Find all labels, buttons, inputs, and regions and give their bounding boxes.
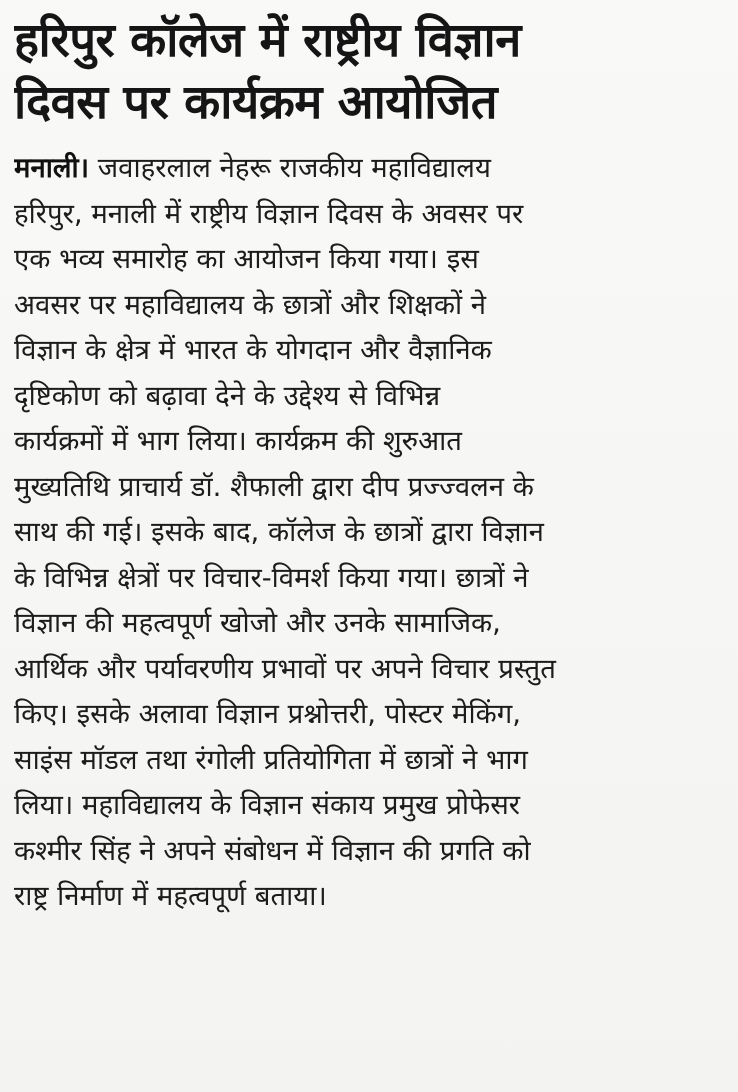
dateline: मनाली। bbox=[14, 152, 90, 184]
body-line: के विभिन्न क्षेत्रों पर विचार-विमर्श किया गया। छात्रों ने bbox=[14, 561, 529, 594]
headline-line-2: दिवस पर कार्यक्रम आयोजित bbox=[14, 75, 498, 130]
body-line: दृष्टिकोण को बढ़ावा देने के उद्देश्य से विभिन्न bbox=[14, 379, 441, 412]
body-line: हरिपुर, मनाली में राष्ट्रीय विज्ञान दिवस के अवसर पर bbox=[14, 197, 524, 230]
body-line: कार्यक्रमों में भाग लिया। कार्यक्रम की शुरुआत bbox=[14, 425, 462, 457]
body-line: साथ की गई। इसके बाद, कॉलेज के छात्रों द्वारा विज्ञान bbox=[14, 516, 544, 548]
body-line: मुख्यतिथि प्राचार्य डॉ. शैफाली द्वारा दीप प्रज्ज्वलन के bbox=[14, 470, 534, 503]
body-line: विज्ञान की महत्वपूर्ण खोजो और उनके सामाजिक, bbox=[14, 607, 501, 639]
body-line: एक भव्य समारोह का आयोजन किया गया। इस bbox=[14, 243, 479, 275]
body-line: अवसर पर महाविद्यालय के छात्रों और शिक्षकों ने bbox=[14, 288, 487, 321]
body-line-1 bbox=[14, 146, 724, 192]
body-line-1-text: जवाहरलाल नेहरू राजकीय महाविद्यालय bbox=[89, 152, 491, 184]
headline bbox=[14, 10, 724, 134]
body-line: आर्थिक और पर्यावरणीय प्रभावों पर अपने विचार प्रस्तुत bbox=[14, 652, 556, 685]
body-line: राष्ट्र निर्माण में महत्वपूर्ण बताया। bbox=[14, 880, 327, 912]
body-line: साइंस मॉडल तथा रंगोली प्रतियोगिता में छात्रों ने भाग bbox=[14, 743, 528, 776]
body-line: कश्मीर सिंह ने अपने संबोधन में विज्ञान की प्रगति को bbox=[14, 834, 531, 867]
body-line: किए। इसके अलावा विज्ञान प्रश्नोत्तरी, पोस्टर मेकिंग, bbox=[14, 698, 521, 730]
article-body bbox=[14, 146, 724, 920]
body-line: लिया। महाविद्यालय के विज्ञान संकाय प्रमुख प्रोफेसर bbox=[14, 789, 521, 821]
body-line: विज्ञान के क्षेत्र में भारत के योगदान और वैज्ञानिक bbox=[14, 334, 492, 366]
headline-line-1: हरिपुर कॉलेज में राष्ट्रीय विज्ञान bbox=[14, 13, 521, 68]
